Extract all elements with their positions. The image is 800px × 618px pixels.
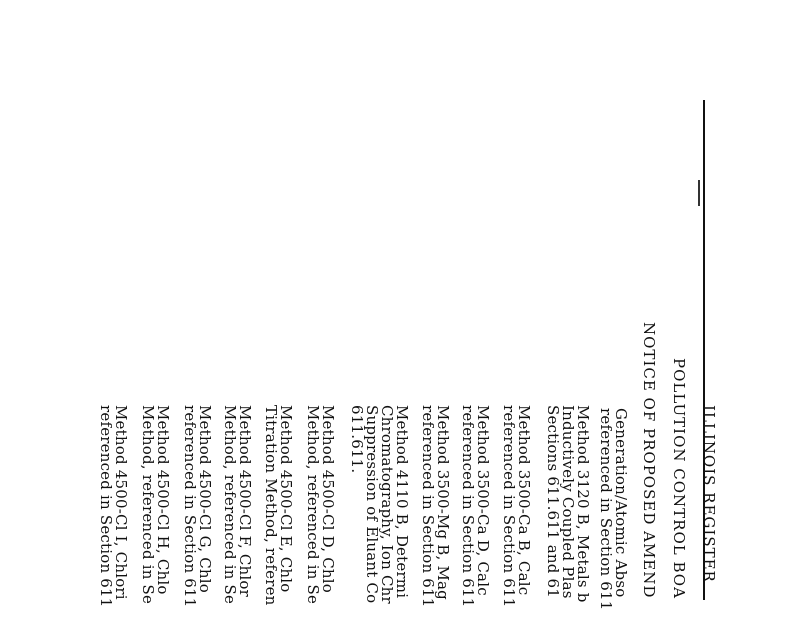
document-line: Suppression of Eluant Co xyxy=(363,405,381,604)
document-line: Method, referenced in Se xyxy=(221,405,239,605)
document-line: Method 4500-Cl H, Chlo xyxy=(154,405,172,595)
document-line: referenced in Section 611 xyxy=(459,405,477,608)
document-line: Method 4500-Cl I, Chlori xyxy=(112,405,130,600)
document-line: referenced in Section 611 xyxy=(500,405,518,608)
register-title: ILLINOIS REGISTER xyxy=(700,405,718,583)
document-line: Method, referenced in Se xyxy=(304,405,322,605)
document-line: 611.611. xyxy=(348,405,366,474)
document-line: Sections 611.611 and 61 xyxy=(544,405,562,598)
document-line: Method, referenced in Se xyxy=(139,405,157,605)
board-name: POLLUTION CONTROL BOA xyxy=(670,358,688,599)
document-line: Method 3120 B, Metals b xyxy=(574,405,592,603)
document-line: Method 3500-Ca B, Calc xyxy=(515,405,533,596)
document-line: referenced in Section 611 xyxy=(597,408,615,611)
document-line: referenced in Section 611 xyxy=(419,405,437,608)
document-line: Generation/Atomic Abso xyxy=(612,408,630,598)
document-line: Chromatography, Ion Chr xyxy=(378,405,396,604)
document-line: Method 3500-Mg B, Mag xyxy=(434,405,452,600)
document-line: Inductively Coupled Plas xyxy=(559,405,577,599)
document-line: Method 4500-Cl F, Chlor xyxy=(236,405,254,597)
document-line: referenced in Section 611 xyxy=(181,405,199,608)
scan-mark xyxy=(698,180,700,206)
document-line: Method 4500-Cl E, Chlo xyxy=(277,405,295,593)
document-line: Method 3500-Ca D, Calc xyxy=(474,405,492,596)
document-line: Method 4500-Cl G, Chlo xyxy=(196,405,214,593)
document-line: referenced in Section 611 xyxy=(97,405,115,608)
document-line: Method 4110 B, Determi xyxy=(393,405,411,599)
document-line: Titration Method, referen xyxy=(262,405,280,606)
document-line: Method 4500-Cl D, Chlo xyxy=(319,405,337,594)
notice-title: NOTICE OF PROPOSED AMEND xyxy=(640,322,658,599)
